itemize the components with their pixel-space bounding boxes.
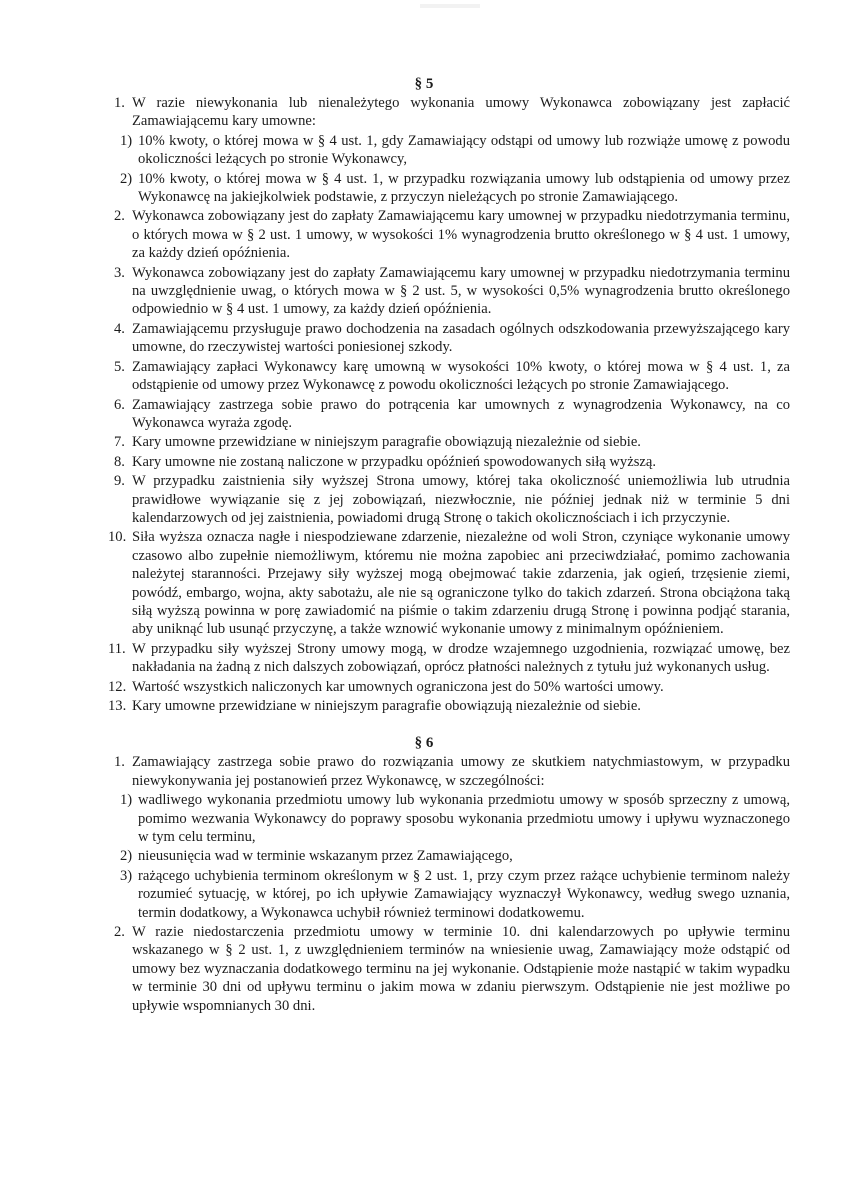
clause-6-1-point-2 <box>120 847 790 865</box>
clause-number: 13. <box>108 698 127 714</box>
clause-number: 2. <box>114 924 125 941</box>
clause-text: Wartość wszystkich naliczonych kar umownych ograniczona jest do 50% wartości umowy. <box>132 678 664 695</box>
clause-text: W przypadku zaistnienia siły wyższej Strona umowy, której taka okoliczność uniemożliwia lub utrudnia prawidłowe wywiązanie się z jej zobowiązań, niezwłocznie, nie później jednak niż w terminie 5 dni kalendarzowych od jej zaistnienia, powiadomi drugą Stronę o takich okolicznościach i ich przyczynie. <box>132 473 790 526</box>
clause-text: Zamawiający zapłaci Wykonawcy karę umowną w wysokości 10% kwoty, o której mowa w § 4 ust. 1, za odstąpienie od umowy przez Wykonawcę z powodu okoliczności leżących po stronie Zamawiającego. <box>132 358 790 394</box>
clause-number: 12. <box>108 678 127 695</box>
clause-text: Zamawiający zastrzega sobie prawo do potrącenia kar umownych z wynagrodzenia Wykonawcy, na co Wykonawca wyraża zgodę. <box>132 396 790 431</box>
clause-6-1 <box>114 753 790 790</box>
clause-number: 3) <box>120 867 133 884</box>
clause-text: Siła wyższa oznacza nagłe i niespodziewane zdarzenie, niezależne od woli Stron, czyniące wykonanie umowy czasowo albo zupełnie niemożliwym, któremu nie można zapobiec ani przeciwdziałać, pomimo zachowania należytej staranności. Przejawy siły wyższej mogą obejmować takie zdarzenia, jak ogień, trzęsienie ziemi, powódź, embargo, wojna, akty sabotażu, ale nie są ograniczone tylko do takich zdarzeń. Strona obciążona taką siłą wyższą powinna w porę zawiadomić na piśmie o takim zdarzeniu drugą Stronę i powinna podjąć starania, aby uniknąć lub usunąć przyczynę, a także wznowić wykonanie umowy z minimalnym opóźnieniem. <box>132 529 790 638</box>
clause-number: 8. <box>114 453 125 470</box>
clause-text: Zamawiającemu przysługuje prawo dochodzenia na zasadach ogólnych odszkodowania przewyższającego kary umowne, do rzeczywistej wartości poniesionej szkody. <box>132 320 790 356</box>
clause-5-1-point-1 <box>120 132 790 169</box>
clause-text: W razie niewykonania lub nienależytego wykonania umowy Wykonawca zobowiązany jest zapłacić Zamawiającemu kary umowne: <box>132 95 790 130</box>
clause-text: Zamawiający zastrzega sobie prawo do rozwiązania umowy ze skutkiem natychmiastowym, w przypadku niewykonywania jej postanowień przez Wykonawcę, w szczególności: <box>132 754 790 789</box>
clause-number: 2) <box>120 848 133 865</box>
clause-number: 1) <box>120 792 133 809</box>
clause-5-11 <box>108 640 790 677</box>
clause-text: Wykonawca zobowiązany jest do zapłaty Zamawiającemu kary umownej w przypadku niedotrzymania terminu na uwzględnienie uwag, o których mowa w § 2 ust. 5, w wysokości 0,5% wynagrodzenia brutto określonego odpowiednio w § 4 ust. 1 umowy, za każdy dzień opóźnienia. <box>132 264 790 318</box>
clause-5-7 <box>114 433 790 451</box>
clause-5-12 <box>108 678 790 696</box>
clause-5-10 <box>108 528 790 638</box>
clause-number: 5. <box>114 358 125 375</box>
clause-5-1 <box>114 94 790 131</box>
clause-text: Kary umowne nie zostaną naliczone w przypadku opóźnień spowodowanych siłą wyższą. <box>132 453 656 470</box>
clause-6-1-point-3 <box>120 867 790 922</box>
clause-5-1-point-2 <box>120 170 790 207</box>
clause-text: W razie niedostarczenia przedmiotu umowy w terminie 10. dni kalendarzowych po upływie terminu wskazanego w § 2 ust. 1, z uwzględnieniem terminów na wniesienie uwag, Zamawiający może odstąpić od umowy bez wyznaczania dodatkowego terminu na jej wykonanie. Odstąpienie może nastąpić w takim wypadku w terminie 30 dni od upływu terminu o jakim mowa w zdaniu pierwszym. Odstąpienie nie jest możliwe po upływie wspomnianych 30 dni. <box>132 924 790 1014</box>
section-heading-5: § 5 <box>414 76 434 92</box>
clause-text: 10% kwoty, o której mowa w § 4 ust. 1, gdy Zamawiający odstąpi od umowy lub rozwiąże umowę z powodu okoliczności leżących po stronie Wykonawcy, <box>138 132 790 168</box>
clause-text: Kary umowne przewidziane w niniejszym paragrafie obowiązują niezależnie od siebie. <box>132 698 641 714</box>
clause-number: 7. <box>114 434 125 451</box>
clause-5-5 <box>114 358 790 395</box>
clause-number: 4. <box>114 320 125 337</box>
clause-5-8 <box>114 453 790 471</box>
scan-bleed-mark <box>420 4 480 8</box>
clause-5-13 <box>108 697 790 715</box>
clause-6-2 <box>114 923 790 1015</box>
clause-5-9 <box>114 472 790 527</box>
clause-text: rażącego uchybienia terminom określonym w § 2 ust. 1, przy czym przez rażące uchybienie terminom należy rozumieć sytuację, w której, po ich upływie Zamawiający wyznaczył Wykonawcy, według swego uznania, termin dodatkowy, a Wykonawca uchybił również terminowi dodatkowemu. <box>138 867 790 921</box>
clause-5-4 <box>114 320 790 357</box>
section-heading-6: § 6 <box>414 735 434 752</box>
clause-number: 2) <box>120 170 133 187</box>
clause-number: 2. <box>114 208 125 225</box>
clause-text: W przypadku siły wyższej Strony umowy mogą, w drodze wzajemnego uzgodnienia, rozwiązać umowę, bez nakładania na żadną z nich dalszych zobowiązań, oprócz płatności należnych z tytułu już wykonanych usług. <box>132 640 790 676</box>
clause-5-2 <box>114 207 790 262</box>
clause-number: 1. <box>114 95 125 111</box>
clause-6-1-point-1 <box>120 791 790 846</box>
clause-number: 1. <box>114 754 125 771</box>
clause-number: 3. <box>114 264 125 281</box>
clause-text: Wykonawca zobowiązany jest do zapłaty Zamawiającemu kary umownej w przypadku niedotrzymania terminu, o których mowa w § 2 ust. 1 umowy, w wysokości 1% wynagrodzenia brutto określonego w § 4 ust. 1 umowy, za każdy dzień opóźnienia. <box>132 208 790 262</box>
clause-number: 6. <box>114 396 125 413</box>
clause-text: wadliwego wykonania przedmiotu umowy lub wykonania przedmiotu umowy w sposób sprzeczny z umową, pomimo wezwania Wykonawcy do poprawy sposobu wykonania przedmiotu umowy i upływu wyznaczonego w tym celu terminu, <box>138 792 790 846</box>
clause-number: 9. <box>114 473 125 490</box>
clause-text: 10% kwoty, o której mowa w § 4 ust. 1, w przypadku rozwiązania umowy lub odstąpienia od umowy przez Wykonawcę na jakiejkolwiek podstawie, z przyczyn nieleżących po stronie Zamawiającego. <box>138 170 790 206</box>
clause-5-6 <box>114 396 790 433</box>
clause-number: 10. <box>108 529 127 546</box>
clause-text: Kary umowne przewidziane w niniejszym paragrafie obowiązują niezależnie od siebie. <box>132 434 641 451</box>
clause-5-3 <box>114 264 790 319</box>
clause-number: 1) <box>120 132 133 149</box>
clause-number: 11. <box>108 640 126 657</box>
clause-text: nieusunięcia wad w terminie wskazanym przez Zamawiającego, <box>138 848 513 865</box>
